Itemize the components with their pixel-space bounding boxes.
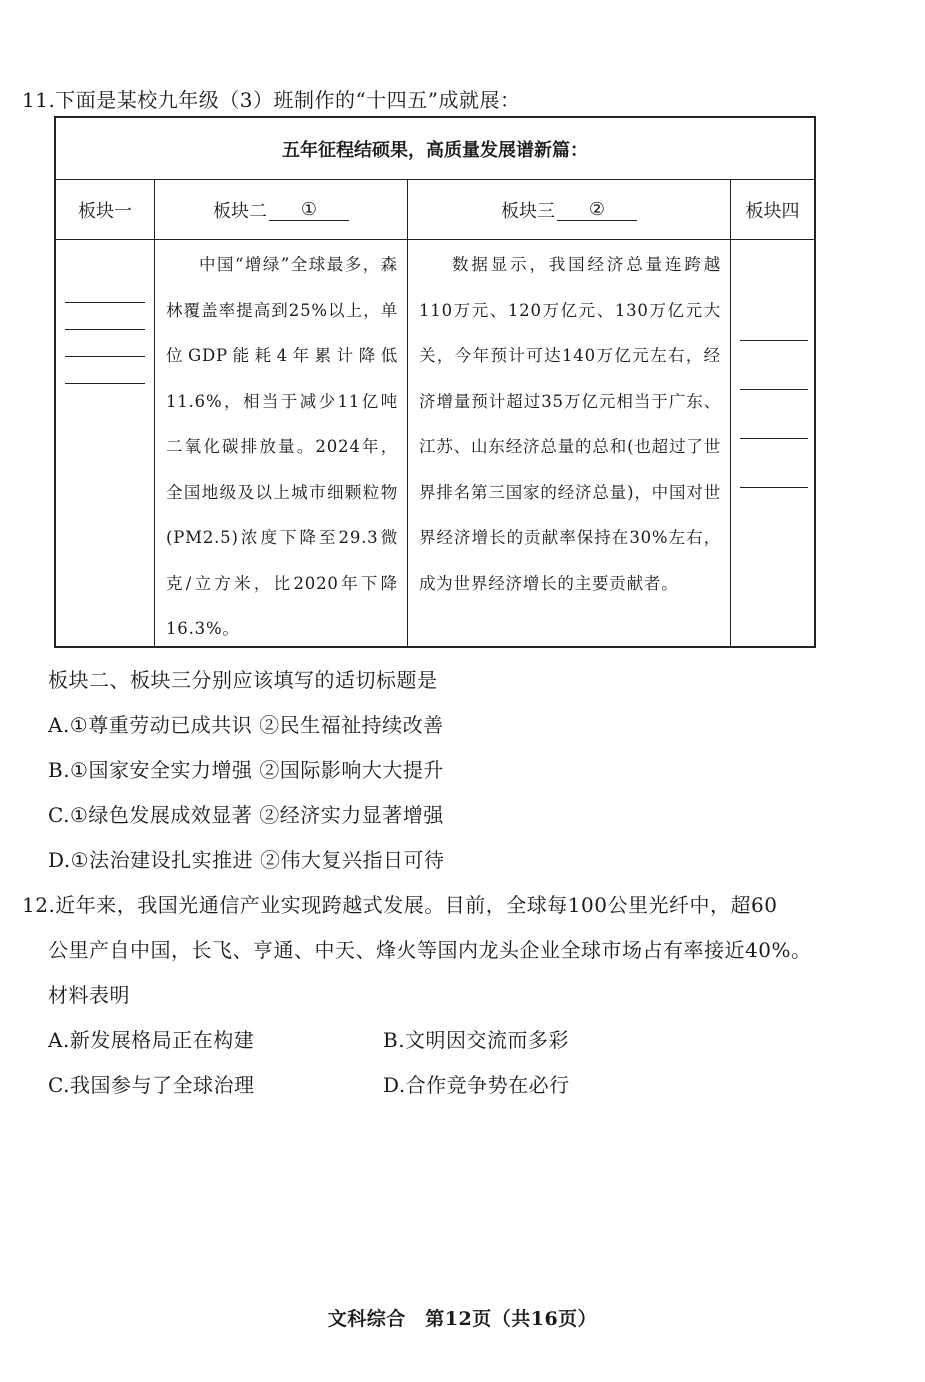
- option-a: A.①尊重劳动已成共识 ②民生福祉持续改善: [48, 713, 444, 737]
- question-11-title: 11.下面是某校九年级（3）班制作的“十四五”成就展：: [22, 88, 521, 112]
- board-three-content: 数据显示，我国经济总量连跨越110万元、120万亿元、130万亿元大关，今年预计可达140万亿元左右，经济增量预计超过35万亿元相当于广东、江苏、山东经济总量的总和(也超过了世界排名第三国家的经济总量)，中国对世界经济增长的贡献率保持在30%左右，成为世界经济增长的主要贡献者。: [419, 255, 721, 593]
- blank-two: ②: [557, 199, 637, 221]
- q12-option-c: C.我国参与了全球治理: [48, 1073, 255, 1097]
- achievement-table: [54, 116, 816, 648]
- q12-option-b: B.文明因交流而多彩: [383, 1028, 570, 1052]
- question-12-line-2: 公里产自中国，长飞、亨通、中天、烽火等国内龙头企业全球市场占有率接近40%。: [48, 938, 812, 962]
- col-board-three: [408, 180, 730, 240]
- table-header: 五年征程结硕果，高质量发展谱新篇：: [56, 118, 814, 180]
- page-footer: 文科综合 第12页（共16页）: [327, 1308, 598, 1330]
- q12-option-a: A.新发展格局正在构建: [48, 1028, 255, 1052]
- divider: [407, 180, 408, 646]
- board-one-fill-lines: [65, 302, 145, 384]
- divider: [730, 180, 731, 646]
- option-d: D.①法治建设扎实推进 ②伟大复兴指日可待: [48, 848, 445, 872]
- question-12-line-1: 12.近年来，我国光通信产业实现跨越式发展。目前，全球每100公里光纤中，超60: [22, 893, 778, 917]
- col-board-two-label: 板块二: [213, 201, 267, 222]
- column-headers: [56, 180, 814, 240]
- divider: [154, 180, 155, 646]
- question-12-stem: 材料表明: [48, 983, 130, 1007]
- col-board-three-label: 板块三: [501, 201, 555, 222]
- option-c: C.①绿色发展成效显著 ②经济实力显著增强: [48, 803, 444, 827]
- option-b: B.①国家安全实力增强 ②国际影响大大提升: [48, 758, 444, 782]
- question-11-stem: 板块二、板块三分别应该填写的适切标题是: [48, 668, 438, 692]
- board-four-fill-lines: [740, 340, 808, 488]
- col-board-one: 板块一: [78, 201, 132, 222]
- col-board-two: [155, 180, 407, 240]
- col-board-four: 板块四: [745, 201, 800, 222]
- q12-option-d: D.合作竞争势在必行: [383, 1073, 570, 1097]
- blank-one: ①: [269, 199, 349, 221]
- board-two-content: 中国“增绿”全球最多，森林覆盖率提高到25%以上，单位GDP能耗4年累计降低11.6%，相当于减少11亿吨二氧化碳排放量。2024年，全国地级及以上城市细颗粒物(PM2.5)浓度下降至29.3微克/立方米，比2020年下降16.3%。: [166, 255, 398, 638]
